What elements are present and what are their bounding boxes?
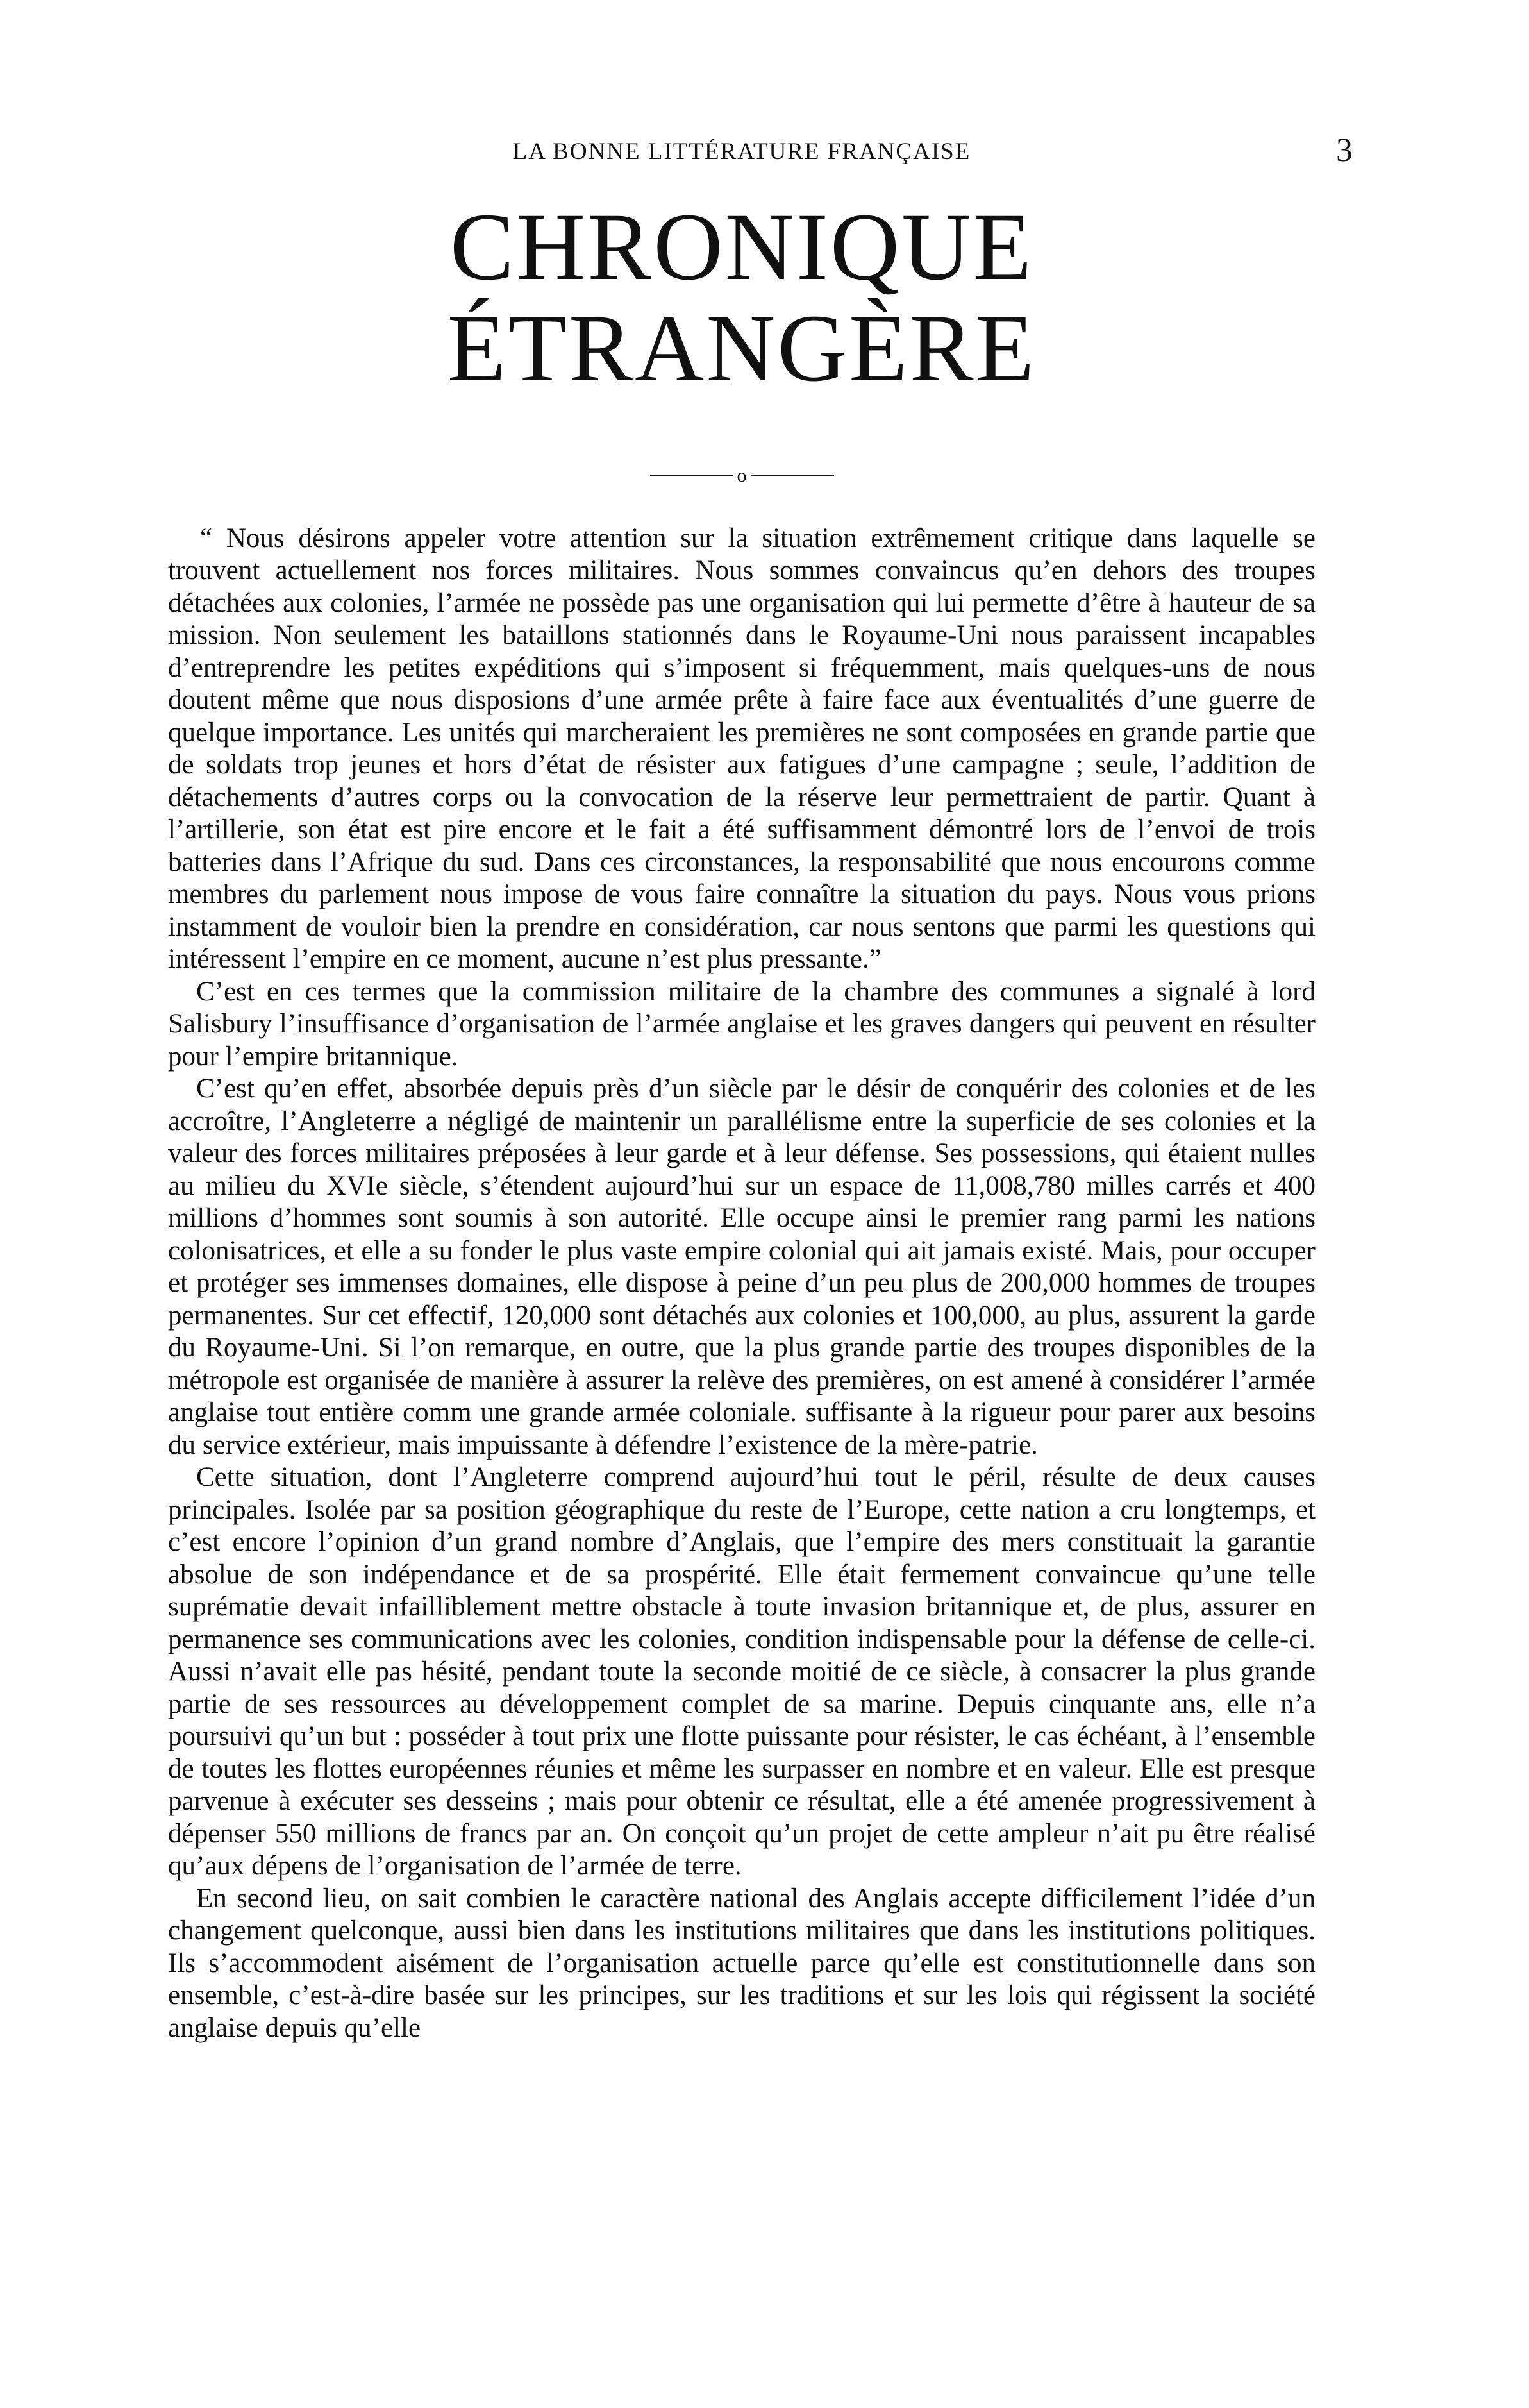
running-head: [168, 131, 1354, 170]
page-number: 3: [1336, 132, 1354, 169]
divider-ornament: o: [737, 464, 747, 486]
paragraph-1: “ Nous désirons appeler votre attention sur la situation extrêmement critique dans laquelle se trouvent actuellement nos forces militaires. Nous sommes convaincus qu’en dehors des troupes détachées aux colonies, l’armée ne possède pas une organisation qui lui permette d’être à hauteur de sa mission. Non seulement les bataillons stationnés dans le Royaume-Uni nous paraissent incapables d’entreprendre les petites expéditions qui s’imposent si fréquemment, mais quelques-uns de nous doutent même que nous disposions d’une armée prête à faire face aux éventualités d’une guerre de quelque importance. Les unités qui marcheraient les premières ne sont composées en grande partie que de soldats trop jeunes et hors d’état de résister aux fatigues d’une campagne ; seule, l’addition de détachements d’autres corps ou la convocation de la réserve leur permettraient de partir. Quant à l’artillerie, son état est pire encore et le fait a été suffisamment démontré lors de l’envoi de trois batteries dans l’Afrique du sud. Dans ces circonstances, la responsabilité que nous encourons comme membres du parlement nous impose de vous faire connaître la situation du pays. Nous vous prions instamment de vouloir bien la prendre en considération, car nous sentons que parmi les questions qui intéressent l’empire en ce moment, aucune n’est plus pressante.”: [168, 523, 1316, 974]
paragraph-4: Cette situation, dont l’Angleterre comprend aujourd’hui tout le péril, résulte de deux causes principales. Isolée par sa position géographique du reste de l’Europe, cette nation a cru longtemps, et c’est encore l’opinion d’un grand nombre d’Anglais, que l’empire des mers constituait la garantie absolue de son indépendance et de sa prospérité. Elle était fermement convaincue qu’une telle suprématie devait infailliblement mettre obstacle à toute invasion britannique et, de plus, assurer en permanence ses communications avec les colonies, condition indispensable pour la défense de celle-ci. Aussi n’avait elle pas hésité, pendant toute la seconde moitié de ce siècle, à consacrer la plus grande partie de ses ressources au développement complet de sa marine. Depuis cinquante ans, elle n’a poursuivi qu’un but : posséder à tout prix une flotte puissante pour résister, le cas échéant, à l’ensemble de toutes les flottes européennes réunies et même les surpasser en nombre et en valeur. Elle est presque parvenue à exécuter ses desseins ; mais pour obtenir ce résultat, elle a été amenée progressivement à dépenser 550 millions de francs par an. On conçoit qu’un projet de cette ampleur n’ait pu être réalisé qu’aux dépens de l’organisation de l’armée de terre.: [168, 1462, 1316, 1881]
running-head-title: LA BONNE LITTÉRATURE FRANÇAISE: [512, 139, 971, 165]
divider-line-left: [650, 475, 733, 476]
chapter-title: CHRONIQUE ÉTRANGÈRE: [447, 194, 1037, 401]
page: [168, 131, 1354, 2044]
divider-line-right: [751, 475, 834, 476]
paragraph-5: En second lieu, on sait combien le caractère national des Anglais accepte difficilement l’idée d’un changement quelconque, aussi bien dans les institutions militaires que dans les institutions politiques. Ils s’accommodent aisément de l’organisation actuelle parce qu’elle est constitutionnelle dans son ensemble, c’est-à-dire basée sur les principes, sur les traditions et sur les lois qui régissent la société anglaise depuis qu’elle: [168, 1883, 1316, 2043]
paragraph-2: C’est en ces termes que la commission militaire de la chambre des communes a signalé à lord Salisbury l’insuffisance d’organisation de l’armée anglaise et les graves dangers qui peuvent en résulter pour l’empire britannique.: [168, 976, 1316, 1072]
section-divider: [168, 464, 1316, 489]
article-body: [168, 523, 1316, 2045]
paragraph-3: C’est qu’en effet, absorbée depuis près d’un siècle par le désir de conquérir des colonies et de les accroître, l’Angleterre a négligé de maintenir un parallélisme entre la superficie de ses colonies et la valeur des forces militaires préposées à leur garde et à leur défense. Ses possessions, qui étaient nulles au milieu du XVIe siècle, s’étendent aujourd’hui sur un espace de 11,008,780 milles carrés et 400 millions d’hommes sont soumis à son autorité. Elle occupe ainsi le premier rang parmi les nations colonisatrices, et elle a su fonder le plus vaste empire colonial qui ait jamais existé. Mais, pour occuper et protéger ses immenses domaines, elle dispose à peine d’un peu plus de 200,000 hommes de troupes permanentes. Sur cet effectif, 120,000 sont détachés aux colonies et 100,000, au plus, assurent la garde du Royaume-Uni. Si l’on remarque, en outre, que la plus grande partie des troupes disponibles de la métropole est organisée de manière à assurer la relève des premières, on est amené à considérer l’armée anglaise tout entière comm une grande armée coloniale. suffisante à la rigueur pour parer aux besoins du service extérieur, mais impuissante à défendre l’existence de la mère-patrie.: [168, 1073, 1316, 1460]
